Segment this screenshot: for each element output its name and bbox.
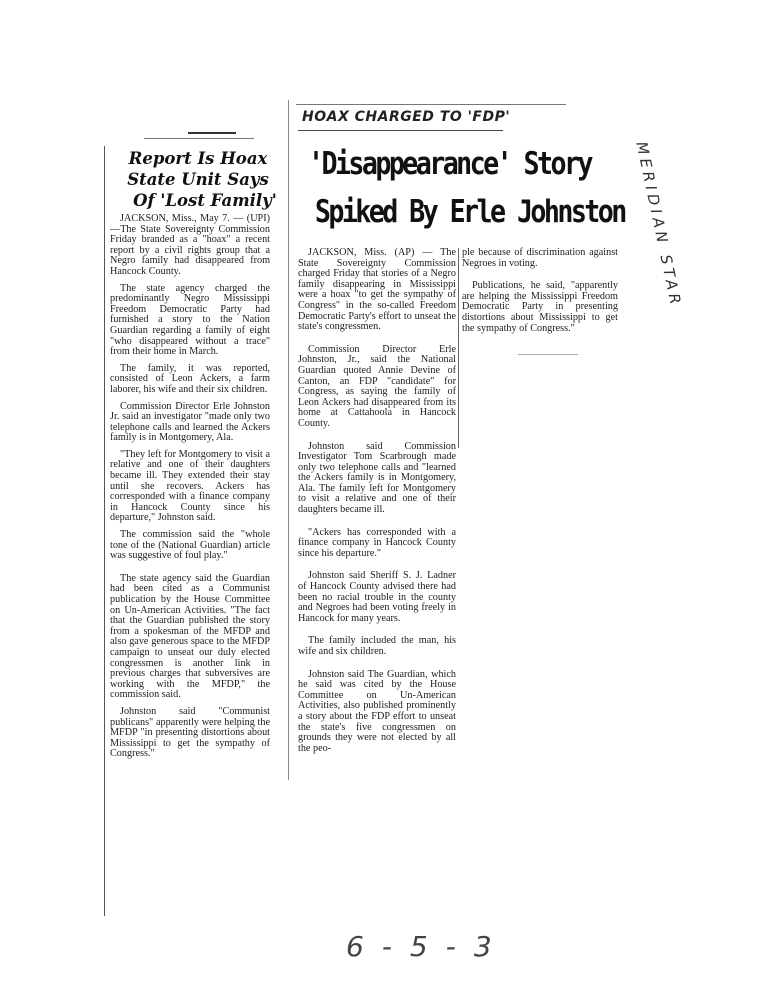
article-paragraph: JACKSON, Miss. (AP) — The State Sovereignty Commission charged Friday that stories of a Negro family disappearing in Mississippi were a hoax "to get the sympathy of Congress" in the so-called Freedom Democratic Party's effort to unseat the state's congressmen. xyxy=(298,247,456,333)
left-article-body xyxy=(110,214,270,766)
clipping-top-rule xyxy=(144,138,254,139)
article-paragraph: The commission said the "whole tone of the (National Guardian) article was suggestive of foul play." xyxy=(110,529,270,562)
article-paragraph: Publications, he said, "apparently are helping the Mississippi Freedom Democratic Party in presenting distortions about Mississippi to get the sympathy of Congress." xyxy=(462,280,618,334)
left-clipping xyxy=(104,128,277,928)
right-article-col1 xyxy=(298,248,456,760)
headline-line: Report Is Hoax xyxy=(128,149,268,168)
right-article-col2 xyxy=(462,248,618,340)
article-paragraph: The state agency said the Guardian had been cited as a Communist publication by the House Committee on Un-American Activities. "The fact that the Guardian published the story from a spokesman of the MFDP and also gave generous space to the MFDP campaign to unseat our duly elected congressmen is another link in previous charges that subversives are working with the MFDP," the commission said. xyxy=(110,572,270,701)
kicker-heading: HOAX CHARGED TO 'FDP' xyxy=(302,109,511,125)
article-paragraph: The state agency charged the predominantly Negro Mississippi Freedom Democratic Party had furnished a story to the Nation Guardian regarding a family of eight "who disappeared without a trace" from their home in March. xyxy=(110,282,270,358)
top-rule xyxy=(296,104,566,105)
col2-end-rule xyxy=(518,354,578,355)
left-clipping-border xyxy=(104,146,105,916)
article-paragraph: "Ackers has corresponded with a finance company in Hancock County since his departure." xyxy=(298,526,456,559)
article-paragraph: ple because of discrimination against Negroes in voting. xyxy=(462,247,618,269)
headline-line: State Unit Says xyxy=(127,170,269,189)
main-headline xyxy=(308,140,625,236)
article-paragraph: The family included the man, his wife and six children. xyxy=(298,635,456,657)
headline-line: Of 'Lost Family' xyxy=(133,191,277,210)
article-paragraph: Commission Director Erle Johnston Jr. said an investigator "made only two telephone calls and learned the Ackers family is in Montgomery, Ala. xyxy=(110,400,270,444)
article-paragraph: Johnston said Sheriff S. J. Ladner of Hancock County advised there had been no racial trouble in the county and Negroes had been voting freely in Hancock for many years. xyxy=(298,570,456,624)
article-paragraph: Johnston said The Guardian, which he said was cited by the House Committee on Un-American Activities, also published prominently a story about the FDP effort to unseat the state's five congressmen on grounds they were not elected by all the peo- xyxy=(298,668,456,754)
article-paragraph: Johnston said "Communist publicans" apparently were helping the MFDP "in presenting distortions about Mississippi to get the sympathy of Congress." xyxy=(110,705,270,760)
kicker-underline xyxy=(298,130,503,131)
headline-line: Spiked By Erle Johnston xyxy=(314,194,625,230)
left-headline xyxy=(118,148,278,211)
handwritten-source-note: MERIDIAN STAR xyxy=(632,140,686,310)
handwritten-date-note: 6-5-3 xyxy=(346,930,510,963)
article-paragraph: Commission Director Erle Johnston, Jr., said the National Guardian quoted Annie Devine of Canton, an FDP "candidate" for Congress, as saying the family of Leon Ackers had disappeared from its home at Cattahoola in Hancock County. xyxy=(298,343,456,429)
headline-line: 'Disappearance' Story xyxy=(308,146,591,182)
article-paragraph: JACKSON, Miss., May 7. — (UPI)—The State Sovereignty Commission Friday branded as a "hoax" a recent report by a civil rights group that a Negro family had disappeared from Hancock County. xyxy=(110,213,270,277)
article-paragraph: The family, it was reported, consisted of Leon Ackers, a farm laborer, his wife and their six children. xyxy=(110,362,270,395)
clipping-top-edge xyxy=(188,132,236,134)
column-divider xyxy=(458,248,459,448)
article-paragraph: "They left for Montgomery to visit a relative and one of their daughters became ill. They extended their stay until she recovers. Ackers has corresponded with a finance company in Hancock County since his departure," Johnston said. xyxy=(110,448,270,524)
clipping-left-border xyxy=(288,100,289,780)
article-paragraph: Johnston said Commission Investigator Tom Scarbrough made only two telephone calls and "learned the Ackers family is in Montgomery, Ala. The family left for Montgomery to visit a relative and one of their daughters became ill. xyxy=(298,440,456,516)
